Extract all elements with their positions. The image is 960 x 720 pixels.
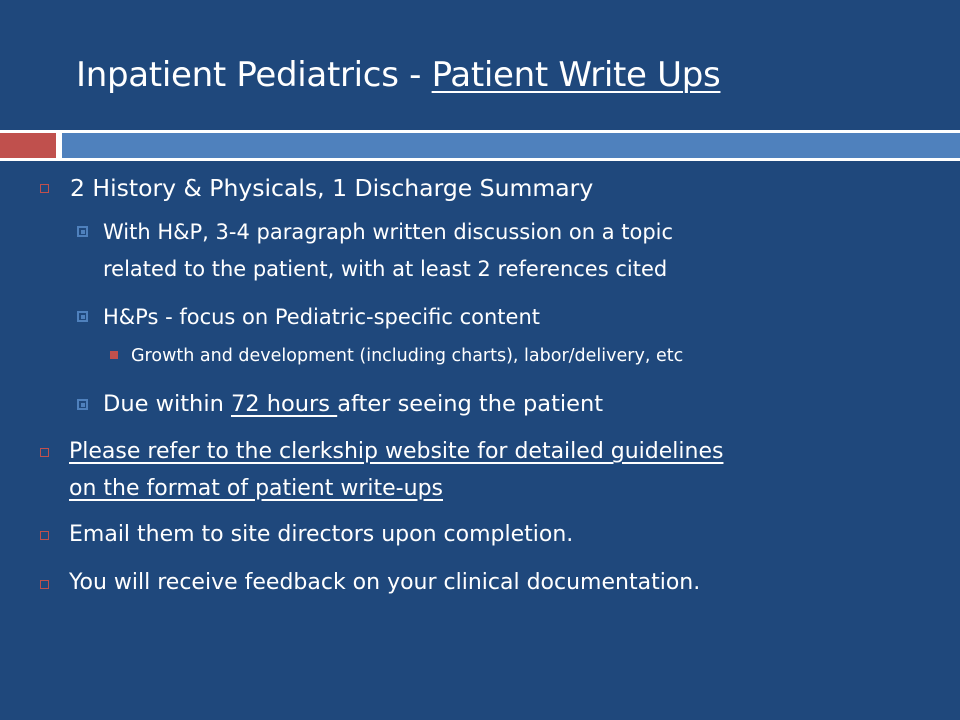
- sub-bullet-text-line1: With H&P, 3-4 paragraph written discussion on a topic: [103, 220, 674, 244]
- hollow-square-bullet-icon: [40, 448, 49, 457]
- divider-bottom-line: [0, 158, 960, 161]
- due-text-pre: Due within: [103, 391, 231, 417]
- bullet-text: You will receive feedback on your clinical documentation.: [69, 570, 701, 595]
- square-bullet-icon: [77, 226, 88, 237]
- bullet-text: Email them to site directors upon completion.: [69, 522, 574, 547]
- solid-square-bullet-icon: [110, 351, 118, 359]
- sub-bullet-text: H&Ps - focus on Pediatric-specific content: [103, 305, 540, 329]
- bullet-text-line2: on the format of patient write-ups: [69, 476, 443, 501]
- bullet-text: 2 History & Physicals, 1 Discharge Summary: [70, 174, 594, 202]
- hollow-square-bullet-icon: [40, 531, 49, 540]
- title-underlined: Patient Write Ups: [431, 55, 721, 95]
- square-bullet-icon: [77, 311, 88, 322]
- hollow-square-bullet-icon: [40, 580, 49, 589]
- sub-bullet-text: [103, 388, 603, 420]
- slide-title: [76, 50, 720, 100]
- divider-blue-bar: [62, 133, 960, 158]
- title-plain: Inpatient Pediatrics -: [76, 55, 432, 95]
- due-text-post: after seeing the patient: [337, 391, 604, 417]
- divider-red-block: [0, 133, 56, 158]
- sub-sub-bullet-text: Growth and development (including charts), labor/delivery, etc: [131, 346, 684, 366]
- sub-bullet-text-line2: related to the patient, with at least 2 references cited: [103, 257, 668, 281]
- due-text-underlined: 72 hours: [230, 391, 338, 417]
- hollow-square-bullet-icon: [40, 184, 49, 193]
- square-bullet-icon: [77, 399, 88, 410]
- bullet-text-line1: Please refer to the clerkship website for detailed guidelines: [69, 439, 724, 464]
